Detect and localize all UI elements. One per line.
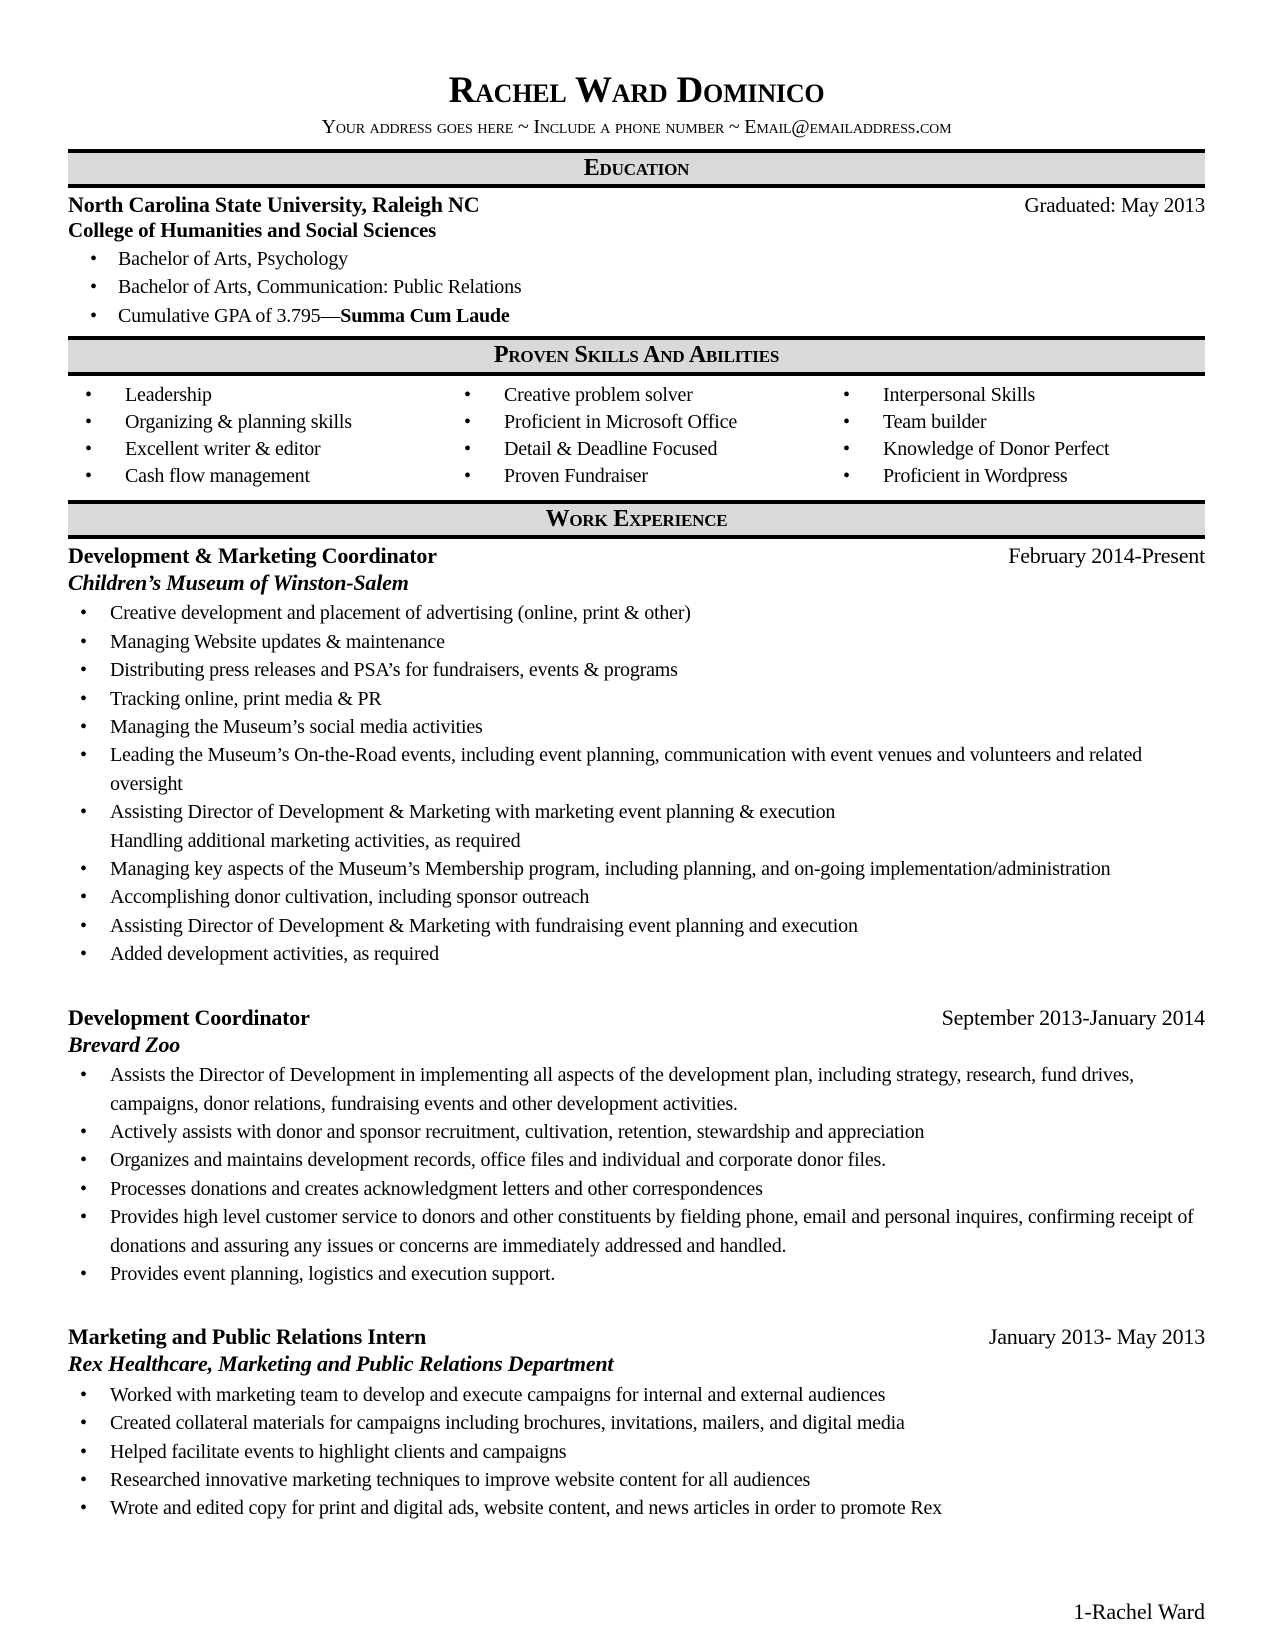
bullet-icon: • bbox=[80, 1206, 87, 1229]
bullet-icon: • bbox=[90, 276, 97, 299]
skills-column-3 bbox=[826, 382, 1205, 490]
bullet-text: Bachelor of Arts, Psychology bbox=[118, 247, 348, 270]
experience-section bbox=[68, 543, 1205, 1523]
bullet-icon: • bbox=[80, 1262, 87, 1285]
bullet-text: Helped facilitate events to highlight clients and campaigns bbox=[110, 1440, 567, 1463]
job-dates: February 2014-Present bbox=[1008, 542, 1205, 568]
page-title: Rachel Ward Dominico bbox=[448, 70, 825, 111]
bullet-text: Assists the Director of Development in implementing all aspects of the development plan, including strategy, research, fund drives, campaigns, donor relations, fundraising events and other development activities. bbox=[110, 1064, 1134, 1115]
bullet-icon: • bbox=[80, 1469, 87, 1492]
bullet-text: Proven Fundraiser bbox=[504, 464, 648, 487]
bullet-text: Researched innovative marketing techniques to improve website content for all audiences bbox=[110, 1469, 811, 1492]
bullet-item bbox=[447, 409, 826, 436]
skills-column-1 bbox=[68, 382, 447, 490]
bullet-text: Actively assists with donor and sponsor recruitment, cultivation, retention, stewardship and appreciation bbox=[110, 1120, 925, 1143]
bullet-item bbox=[68, 656, 1205, 684]
bullet-item bbox=[447, 436, 826, 463]
bullet-icon: • bbox=[80, 630, 87, 653]
bullet-item bbox=[68, 1494, 1205, 1522]
bullet-item bbox=[68, 1260, 1205, 1288]
section-bar-education: Education bbox=[68, 149, 1205, 188]
bullet-icon: • bbox=[90, 247, 97, 270]
bullet-icon: • bbox=[80, 1412, 87, 1435]
bullet-text: Excellent writer & editor bbox=[125, 437, 321, 460]
bullet-icon: • bbox=[80, 716, 87, 739]
bullet-icon: • bbox=[80, 943, 87, 966]
skills-section bbox=[68, 380, 1205, 494]
bullet-text: Knowledge of Donor Perfect bbox=[883, 437, 1110, 460]
job-title: Marketing and Public Relations Intern bbox=[68, 1324, 427, 1350]
job-bullet-list bbox=[68, 1061, 1205, 1288]
bullet-text: Managing Website updates & maintenance bbox=[110, 630, 445, 653]
bullet-item bbox=[68, 1118, 1205, 1146]
bullet-item bbox=[68, 1146, 1205, 1174]
bullet-item bbox=[68, 741, 1205, 798]
bullet-item bbox=[68, 1061, 1205, 1118]
bullet-item bbox=[68, 1381, 1205, 1409]
bullet-icon: • bbox=[843, 410, 850, 433]
bullet-item bbox=[826, 382, 1205, 409]
bullet-icon: • bbox=[80, 1440, 87, 1463]
bullet-item bbox=[447, 463, 826, 490]
bullet-icon: • bbox=[85, 464, 92, 487]
bullet-item bbox=[826, 409, 1205, 436]
bullet-icon: • bbox=[90, 304, 97, 327]
bullet-text: Wrote and edited copy for print and digital ads, website content, and news articles in order to promote Rex bbox=[110, 1497, 942, 1520]
bullet-text: Team builder bbox=[883, 410, 987, 433]
bullet-text: Cash flow management bbox=[125, 464, 310, 487]
bullet-icon: • bbox=[80, 659, 87, 682]
contact-line: Your address goes here ~ Include a phone number ~ Email@emailaddress.com bbox=[321, 115, 952, 138]
job-bullet-list bbox=[68, 599, 1205, 968]
education-graduation-date: Graduated: May 2013 bbox=[1024, 192, 1205, 217]
job-bullet-list bbox=[68, 1381, 1205, 1523]
bullet-icon: • bbox=[464, 383, 471, 406]
bullet-item bbox=[68, 940, 1205, 968]
bullet-item bbox=[68, 273, 1205, 301]
bullet-item bbox=[68, 599, 1205, 627]
bullet-text: Accomplishing donor cultivation, including sponsor outreach bbox=[110, 886, 590, 909]
bullet-icon: • bbox=[80, 914, 87, 937]
bullet-icon: • bbox=[80, 1177, 87, 1200]
education-bullet-list bbox=[68, 245, 1205, 330]
section-bar-experience: Work Experience bbox=[68, 500, 1205, 539]
bullet-text: Provides event planning, logistics and execution support. bbox=[110, 1262, 556, 1285]
bullet-item bbox=[68, 1438, 1205, 1466]
bullet-item bbox=[68, 1203, 1205, 1260]
bullet-item bbox=[68, 883, 1205, 911]
bullet-item bbox=[68, 685, 1205, 713]
bullet-item bbox=[68, 1466, 1205, 1494]
job-entry-1 bbox=[68, 543, 1205, 969]
job-organization: Rex Healthcare, Marketing and Public Relations Department bbox=[68, 1351, 614, 1377]
bullet-item bbox=[447, 382, 826, 409]
bullet-text: Organizing & planning skills bbox=[125, 410, 352, 433]
education-section bbox=[68, 192, 1205, 330]
bullet-icon: • bbox=[85, 437, 92, 460]
bullet-text: Provides high level customer service to donors and other constituents by fielding phone, email and personal inquires, confirming receipt of donations and assuring any issues or concerns are immediately addressed and handled. bbox=[110, 1206, 1194, 1257]
bullet-icon: • bbox=[843, 464, 850, 487]
bullet-text: Interpersonal Skills bbox=[883, 383, 1036, 406]
job-title: Development & Marketing Coordinator bbox=[68, 542, 437, 568]
bullet-item bbox=[68, 245, 1205, 273]
bullet-item bbox=[68, 1409, 1205, 1437]
bullet-item bbox=[68, 382, 447, 409]
bullet-icon: • bbox=[464, 410, 471, 433]
bullet-text: Created collateral materials for campaigns including brochures, invitations, mailers, and digital media bbox=[110, 1412, 905, 1435]
bullet-text: Leadership bbox=[125, 383, 212, 406]
education-college: College of Humanities and Social Sciences bbox=[68, 217, 437, 242]
bullet-text: Managing key aspects of the Museum’s Membership program, including planning, and on-going implementation/administration bbox=[110, 858, 1111, 880]
bullet-icon: • bbox=[85, 383, 92, 406]
job-title: Development Coordinator bbox=[68, 1004, 310, 1030]
bullet-item bbox=[68, 436, 447, 463]
skills-column-2 bbox=[447, 382, 826, 490]
bullet-icon: • bbox=[80, 858, 87, 880]
bullet-text: Tracking online, print media & PR bbox=[110, 687, 382, 710]
bullet-icon: • bbox=[80, 1120, 87, 1143]
bullet-item bbox=[68, 855, 1205, 883]
bullet-item bbox=[826, 463, 1205, 490]
bullet-icon: • bbox=[464, 437, 471, 460]
bullet-text: Leading the Museum’s On-the-Road events, including event planning, communication with event venues and volunteers and related oversight bbox=[110, 744, 1142, 795]
bullet-icon: • bbox=[843, 437, 850, 460]
job-organization: Children’s Museum of Winston-Salem bbox=[68, 569, 409, 595]
bullet-text: Proficient in Wordpress bbox=[883, 464, 1068, 487]
job-dates: September 2013-January 2014 bbox=[941, 1004, 1205, 1030]
bullet-text: Organizes and maintains development records, office files and individual and corporate donor files. bbox=[110, 1149, 886, 1172]
bullet-text: Creative problem solver bbox=[504, 383, 693, 406]
footer-page-label: 1-Rachel Ward bbox=[1073, 1599, 1205, 1624]
bullet-text: Assisting Director of Development & Marketing with marketing event planning & execution bbox=[110, 801, 836, 824]
job-entry-2 bbox=[68, 1005, 1205, 1289]
bullet-icon: • bbox=[80, 1383, 87, 1406]
bullet-icon: • bbox=[85, 410, 92, 433]
bullet-text: Bachelor of Arts, Communication: Public Relations bbox=[118, 276, 522, 299]
job-organization: Brevard Zoo bbox=[68, 1031, 181, 1057]
bullet-icon: • bbox=[80, 1064, 87, 1087]
bullet-text: Distributing press releases and PSA’s for fundraisers, events & programs bbox=[110, 659, 678, 682]
job-entry-3 bbox=[68, 1324, 1205, 1523]
bullet-text: Assisting Director of Development & Marketing with fundraising event planning and execution bbox=[110, 914, 858, 937]
bullet-icon: • bbox=[80, 744, 87, 767]
bullet-text: Cumulative GPA of 3.795—Summa Cum Laude bbox=[118, 304, 510, 327]
bullet-icon: • bbox=[80, 687, 87, 710]
bullet-text: Proficient in Microsoft Office bbox=[504, 410, 738, 433]
bullet-icon: • bbox=[843, 383, 850, 406]
bullet-icon: • bbox=[80, 1497, 87, 1520]
bullet-text: Managing the Museum’s social media activities bbox=[110, 716, 483, 739]
bullet-item bbox=[68, 798, 1205, 826]
bullet-icon: • bbox=[80, 1149, 87, 1172]
bullet-item bbox=[826, 436, 1205, 463]
bullet-text: Handling additional marketing activities, as required bbox=[110, 829, 521, 852]
bullet-icon: • bbox=[464, 464, 471, 487]
bullet-icon: • bbox=[80, 602, 87, 625]
bullet-item bbox=[68, 1175, 1205, 1203]
bullet-item bbox=[68, 713, 1205, 741]
bullet-item bbox=[68, 912, 1205, 940]
education-school: North Carolina State University, Raleigh NC bbox=[68, 191, 480, 217]
bullet-item bbox=[68, 827, 1205, 855]
bullet-icon: • bbox=[80, 801, 87, 824]
bullet-item bbox=[68, 628, 1205, 656]
bullet-text: Processes donations and creates acknowledgment letters and other correspondences bbox=[110, 1177, 763, 1200]
job-dates: January 2013- May 2013 bbox=[988, 1324, 1205, 1350]
bullet-text: Worked with marketing team to develop and execute campaigns for internal and external audiences bbox=[110, 1383, 886, 1406]
bullet-item bbox=[68, 302, 1205, 330]
bullet-text: Creative development and placement of advertising (online, print & other) bbox=[110, 602, 691, 625]
bullet-item bbox=[68, 409, 447, 436]
bullet-item bbox=[68, 463, 447, 490]
bullet-text: Added development activities, as required bbox=[110, 943, 439, 966]
section-bar-skills: Proven Skills And Abilities bbox=[68, 336, 1205, 375]
bullet-text: Detail & Deadline Focused bbox=[504, 437, 718, 460]
bullet-icon: • bbox=[80, 886, 87, 909]
